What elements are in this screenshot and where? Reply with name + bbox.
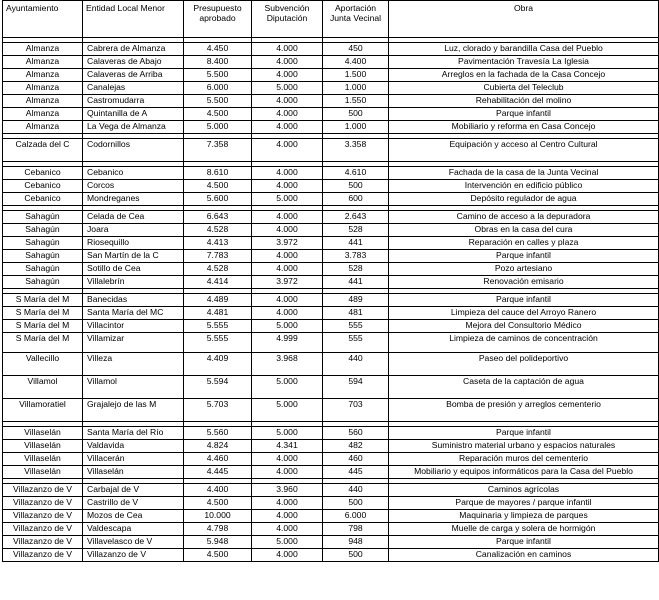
cell-entidad: Codornillos xyxy=(83,139,184,162)
cell-subvencion: 3.960 xyxy=(252,484,323,497)
cell-entidad: Grajalejo de las M xyxy=(83,399,184,422)
table-row xyxy=(3,108,659,121)
cell-subvencion: 4.000 xyxy=(252,69,323,82)
cell-subvencion: 4.000 xyxy=(252,121,323,134)
cell-obra: Caminos agrícolas xyxy=(389,484,659,497)
table-row xyxy=(3,180,659,193)
header-subvencion-line1: Subvención xyxy=(264,3,310,13)
cell-aportacion: 1.500 xyxy=(323,69,389,82)
cell-ayuntamiento: S María del M xyxy=(3,320,83,333)
cell-subvencion: 4.341 xyxy=(252,440,323,453)
cell-obra: Depósito regulador de agua xyxy=(389,193,659,206)
table-row xyxy=(3,399,659,422)
cell-ayuntamiento: Almanza xyxy=(3,108,83,121)
cell-presupuesto: 10.000 xyxy=(184,510,252,523)
cell-subvencion: 3.972 xyxy=(252,237,323,250)
cell-subvencion: 5.000 xyxy=(252,399,323,422)
cell-aportacion: 1.000 xyxy=(323,82,389,95)
cell-aportacion: 3.358 xyxy=(323,139,389,162)
cell-presupuesto: 4.414 xyxy=(184,276,252,289)
table-row xyxy=(3,510,659,523)
cell-obra: Equipación y acceso al Centro Cultural xyxy=(389,139,659,162)
cell-presupuesto: 5.000 xyxy=(184,121,252,134)
cell-presupuesto: 6.000 xyxy=(184,82,252,95)
cell-aportacion: 489 xyxy=(323,294,389,307)
cell-entidad: Villamizar xyxy=(83,333,184,353)
cell-presupuesto: 4.413 xyxy=(184,237,252,250)
cell-obra: Parque infantil xyxy=(389,250,659,263)
table-row xyxy=(3,95,659,108)
cell-aportacion: 441 xyxy=(323,237,389,250)
cell-aportacion: 460 xyxy=(323,453,389,466)
cell-obra: Parque infantil xyxy=(389,536,659,549)
cell-obra: Obras en la casa del cura xyxy=(389,224,659,237)
cell-obra: Parque de mayores / parque infantil xyxy=(389,497,659,510)
cell-obra: Parque infantil xyxy=(389,294,659,307)
table-row xyxy=(3,167,659,180)
cell-obra: Fachada de la casa de la Junta Vecinal xyxy=(389,167,659,180)
cell-subvencion: 4.000 xyxy=(252,294,323,307)
cell-aportacion: 1.000 xyxy=(323,121,389,134)
cell-aportacion: 500 xyxy=(323,108,389,121)
cell-obra: Muelle de carga y solera de hormigón xyxy=(389,523,659,536)
table-row xyxy=(3,466,659,479)
cell-subvencion: 4.000 xyxy=(252,139,323,162)
cell-entidad: Mondreganes xyxy=(83,193,184,206)
table-row xyxy=(3,353,659,376)
cell-aportacion: 4.400 xyxy=(323,56,389,69)
cell-ayuntamiento: Calzada del C xyxy=(3,139,83,162)
cell-aportacion: 594 xyxy=(323,376,389,399)
cell-entidad: Castrillo de V xyxy=(83,497,184,510)
cell-aportacion: 528 xyxy=(323,263,389,276)
cell-obra: Intervención en edificio público xyxy=(389,180,659,193)
table-row xyxy=(3,484,659,497)
table-row xyxy=(3,263,659,276)
cell-entidad: Celada de Cea xyxy=(83,211,184,224)
cell-aportacion: 440 xyxy=(323,484,389,497)
cell-entidad: Villacerán xyxy=(83,453,184,466)
cell-presupuesto: 4.500 xyxy=(184,497,252,510)
table-row xyxy=(3,294,659,307)
header-aportacion-line2: Junta Vecinal xyxy=(329,13,382,23)
cell-obra: Maquinaria y limpieza de parques xyxy=(389,510,659,523)
cell-entidad: Banecidas xyxy=(83,294,184,307)
cell-ayuntamiento: Almanza xyxy=(3,121,83,134)
table-row xyxy=(3,224,659,237)
cell-ayuntamiento: Villaselán xyxy=(3,440,83,453)
header-ayuntamiento: Ayuntamiento xyxy=(3,1,83,38)
cell-ayuntamiento: Vallecillo xyxy=(3,353,83,376)
cell-entidad: Quintanilla de A xyxy=(83,108,184,121)
cell-ayuntamiento: Almanza xyxy=(3,43,83,56)
cell-presupuesto: 4.528 xyxy=(184,263,252,276)
table-body xyxy=(3,38,659,562)
header-aportacion xyxy=(323,1,389,38)
cell-obra: Parque infantil xyxy=(389,427,659,440)
cell-presupuesto: 4.450 xyxy=(184,43,252,56)
cell-subvencion: 4.000 xyxy=(252,56,323,69)
cell-presupuesto: 4.798 xyxy=(184,523,252,536)
cell-subvencion: 5.000 xyxy=(252,376,323,399)
table-row xyxy=(3,250,659,263)
table-row xyxy=(3,43,659,56)
cell-obra: Rehabilitación del molino xyxy=(389,95,659,108)
cell-presupuesto: 4.445 xyxy=(184,466,252,479)
cell-ayuntamiento: Villaselán xyxy=(3,427,83,440)
cell-ayuntamiento: Villaselán xyxy=(3,453,83,466)
header-entidad: Entidad Local Menor xyxy=(83,1,184,38)
cell-presupuesto: 5.594 xyxy=(184,376,252,399)
cell-subvencion: 4.000 xyxy=(252,466,323,479)
cell-aportacion: 481 xyxy=(323,307,389,320)
cell-ayuntamiento: Villamol xyxy=(3,376,83,399)
cell-presupuesto: 7.783 xyxy=(184,250,252,263)
cell-aportacion: 555 xyxy=(323,333,389,353)
cell-subvencion: 4.000 xyxy=(252,95,323,108)
cell-presupuesto: 7.358 xyxy=(184,139,252,162)
cell-ayuntamiento: Villazanzo de V xyxy=(3,523,83,536)
cell-subvencion: 5.000 xyxy=(252,320,323,333)
cell-obra: Reparación muros del cementerio xyxy=(389,453,659,466)
cell-obra: Limpieza de caminos de concentración xyxy=(389,333,659,353)
cell-aportacion: 1.550 xyxy=(323,95,389,108)
cell-aportacion: 482 xyxy=(323,440,389,453)
cell-aportacion: 441 xyxy=(323,276,389,289)
cell-obra: Arreglos en la fachada de la Casa Concejo xyxy=(389,69,659,82)
cell-obra: Paseo del polideportivo xyxy=(389,353,659,376)
cell-subvencion: 3.972 xyxy=(252,276,323,289)
cell-subvencion: 4.000 xyxy=(252,307,323,320)
table-row xyxy=(3,333,659,353)
cell-subvencion: 3.968 xyxy=(252,353,323,376)
cell-aportacion: 555 xyxy=(323,320,389,333)
cell-obra: Mobiliario y equipos informáticos para la Casa del Pueblo xyxy=(389,466,659,479)
cell-entidad: Villavelasco de V xyxy=(83,536,184,549)
cell-entidad: Sotillo de Cea xyxy=(83,263,184,276)
cell-aportacion: 600 xyxy=(323,193,389,206)
cell-ayuntamiento: Cebanico xyxy=(3,180,83,193)
cell-obra: Caseta de la captación de agua xyxy=(389,376,659,399)
cell-subvencion: 4.000 xyxy=(252,510,323,523)
cell-entidad: Carbajal de V xyxy=(83,484,184,497)
table-row xyxy=(3,523,659,536)
cell-obra: Pavimentación Travesía La Iglesia xyxy=(389,56,659,69)
cell-aportacion: 500 xyxy=(323,549,389,562)
table-row xyxy=(3,82,659,95)
cell-entidad: Calaveras de Abajo xyxy=(83,56,184,69)
cell-presupuesto: 5.560 xyxy=(184,427,252,440)
cell-presupuesto: 4.500 xyxy=(184,549,252,562)
table-row xyxy=(3,139,659,162)
cell-ayuntamiento: Cebanico xyxy=(3,193,83,206)
cell-subvencion: 4.000 xyxy=(252,108,323,121)
cell-ayuntamiento: Cebanico xyxy=(3,167,83,180)
cell-aportacion: 4.610 xyxy=(323,167,389,180)
cell-presupuesto: 8.400 xyxy=(184,56,252,69)
cell-obra: Renovación emisario xyxy=(389,276,659,289)
cell-subvencion: 4.000 xyxy=(252,523,323,536)
table-row xyxy=(3,376,659,399)
cell-presupuesto: 4.500 xyxy=(184,108,252,121)
table-row xyxy=(3,56,659,69)
cell-subvencion: 4.000 xyxy=(252,263,323,276)
cell-entidad: Villeza xyxy=(83,353,184,376)
cell-subvencion: 4.000 xyxy=(252,167,323,180)
cell-ayuntamiento: Villaselán xyxy=(3,466,83,479)
table-row xyxy=(3,427,659,440)
cell-subvencion: 4.000 xyxy=(252,549,323,562)
cell-ayuntamiento: S María del M xyxy=(3,333,83,353)
header-row xyxy=(3,1,659,38)
header-subvencion xyxy=(252,1,323,38)
table-row xyxy=(3,536,659,549)
cell-subvencion: 4.999 xyxy=(252,333,323,353)
cell-subvencion: 4.000 xyxy=(252,453,323,466)
cell-entidad: Valdescapa xyxy=(83,523,184,536)
table-row xyxy=(3,121,659,134)
cell-subvencion: 5.000 xyxy=(252,193,323,206)
cell-aportacion: 440 xyxy=(323,353,389,376)
cell-obra: Cubierta del Teleclub xyxy=(389,82,659,95)
cell-aportacion: 798 xyxy=(323,523,389,536)
cell-subvencion: 5.000 xyxy=(252,82,323,95)
cell-subvencion: 4.000 xyxy=(252,180,323,193)
cell-aportacion: 6.000 xyxy=(323,510,389,523)
table-row xyxy=(3,440,659,453)
cell-ayuntamiento: Villazanzo de V xyxy=(3,497,83,510)
cell-entidad: Joara xyxy=(83,224,184,237)
cell-aportacion: 500 xyxy=(323,180,389,193)
cell-aportacion: 3.783 xyxy=(323,250,389,263)
cell-presupuesto: 8.610 xyxy=(184,167,252,180)
cell-presupuesto: 4.489 xyxy=(184,294,252,307)
cell-ayuntamiento: Villazanzo de V xyxy=(3,510,83,523)
cell-ayuntamiento: Almanza xyxy=(3,69,83,82)
cell-presupuesto: 5.555 xyxy=(184,320,252,333)
cell-aportacion: 528 xyxy=(323,224,389,237)
cell-entidad: San Martín de la C xyxy=(83,250,184,263)
table-row xyxy=(3,307,659,320)
cell-presupuesto: 5.703 xyxy=(184,399,252,422)
cell-entidad: Villacintor xyxy=(83,320,184,333)
cell-ayuntamiento: Almanza xyxy=(3,82,83,95)
cell-obra: Pozo artesiano xyxy=(389,263,659,276)
cell-presupuesto: 4.460 xyxy=(184,453,252,466)
cell-ayuntamiento: S María del M xyxy=(3,294,83,307)
cell-aportacion: 560 xyxy=(323,427,389,440)
header-presupuesto-line1: Presupuesto xyxy=(193,3,242,13)
cell-subvencion: 4.000 xyxy=(252,224,323,237)
cell-presupuesto: 5.600 xyxy=(184,193,252,206)
cell-aportacion: 450 xyxy=(323,43,389,56)
cell-obra: Suministro material urbano y espacios naturales xyxy=(389,440,659,453)
cell-entidad: Santa María del MC xyxy=(83,307,184,320)
cell-ayuntamiento: Sahagún xyxy=(3,263,83,276)
cell-presupuesto: 5.555 xyxy=(184,333,252,353)
cell-presupuesto: 6.643 xyxy=(184,211,252,224)
cell-ayuntamiento: Villamoratiel xyxy=(3,399,83,422)
cell-entidad: La Vega de Almanza xyxy=(83,121,184,134)
table-row xyxy=(3,320,659,333)
table-row xyxy=(3,276,659,289)
cell-entidad: Mozos de Cea xyxy=(83,510,184,523)
cell-subvencion: 4.000 xyxy=(252,250,323,263)
cell-obra: Canalización en caminos xyxy=(389,549,659,562)
cell-entidad: Villazanzo de V xyxy=(83,549,184,562)
cell-entidad: Villamol xyxy=(83,376,184,399)
cell-ayuntamiento: S María del M xyxy=(3,307,83,320)
cell-entidad: Valdavida xyxy=(83,440,184,453)
cell-presupuesto: 4.500 xyxy=(184,180,252,193)
cell-obra: Reparación en calles y plaza xyxy=(389,237,659,250)
cell-obra: Luz, clorado y barandilla Casa del Pueblo xyxy=(389,43,659,56)
header-subvencion-line2: Diputación xyxy=(266,13,308,23)
cell-subvencion: 4.000 xyxy=(252,497,323,510)
cell-ayuntamiento: Villazanzo de V xyxy=(3,549,83,562)
subvenciones-table xyxy=(2,0,659,562)
table-row xyxy=(3,453,659,466)
cell-entidad: Villaselán xyxy=(83,466,184,479)
cell-presupuesto: 5.500 xyxy=(184,69,252,82)
cell-entidad: Corcos xyxy=(83,180,184,193)
header-aportacion-line1: Aportación xyxy=(334,3,377,13)
cell-presupuesto: 4.528 xyxy=(184,224,252,237)
table-row xyxy=(3,193,659,206)
table-row xyxy=(3,237,659,250)
cell-presupuesto: 5.500 xyxy=(184,95,252,108)
header-presupuesto-line2: aprobado xyxy=(199,13,236,23)
cell-ayuntamiento: Sahagún xyxy=(3,237,83,250)
cell-subvencion: 5.000 xyxy=(252,427,323,440)
cell-entidad: Castromudarra xyxy=(83,95,184,108)
cell-subvencion: 5.000 xyxy=(252,536,323,549)
cell-aportacion: 445 xyxy=(323,466,389,479)
cell-ayuntamiento: Almanza xyxy=(3,56,83,69)
cell-presupuesto: 5.948 xyxy=(184,536,252,549)
cell-aportacion: 948 xyxy=(323,536,389,549)
cell-aportacion: 500 xyxy=(323,497,389,510)
cell-obra: Bomba de presión y arreglos cementerio xyxy=(389,399,659,422)
cell-aportacion: 703 xyxy=(323,399,389,422)
cell-obra: Camino de acceso a la depuradora xyxy=(389,211,659,224)
cell-obra: Limpieza del cauce del Arroyo Ranero xyxy=(389,307,659,320)
cell-ayuntamiento: Villazanzo de V xyxy=(3,536,83,549)
cell-obra: Mobiliario y reforma en Casa Concejo xyxy=(389,121,659,134)
cell-ayuntamiento: Villazanzo de V xyxy=(3,484,83,497)
cell-entidad: Canalejas xyxy=(83,82,184,95)
header-presupuesto xyxy=(184,1,252,38)
cell-subvencion: 4.000 xyxy=(252,211,323,224)
cell-presupuesto: 4.481 xyxy=(184,307,252,320)
cell-obra: Mejora del Consultorio Médico xyxy=(389,320,659,333)
cell-entidad: Riosequillo xyxy=(83,237,184,250)
cell-entidad: Santa María del Río xyxy=(83,427,184,440)
cell-entidad: Villalebrín xyxy=(83,276,184,289)
cell-presupuesto: 4.409 xyxy=(184,353,252,376)
table-row xyxy=(3,69,659,82)
cell-aportacion: 2.643 xyxy=(323,211,389,224)
cell-presupuesto: 4.824 xyxy=(184,440,252,453)
cell-ayuntamiento: Sahagún xyxy=(3,250,83,263)
cell-ayuntamiento: Sahagún xyxy=(3,276,83,289)
cell-ayuntamiento: Sahagún xyxy=(3,224,83,237)
cell-entidad: Cebanico xyxy=(83,167,184,180)
cell-presupuesto: 4.400 xyxy=(184,484,252,497)
cell-entidad: Cabrera de Almanza xyxy=(83,43,184,56)
cell-entidad: Calaveras de Arriba xyxy=(83,69,184,82)
header-obra: Obra xyxy=(389,1,659,38)
table-row xyxy=(3,211,659,224)
cell-ayuntamiento: Sahagún xyxy=(3,211,83,224)
cell-subvencion: 4.000 xyxy=(252,43,323,56)
table-row xyxy=(3,497,659,510)
cell-obra: Parque infantil xyxy=(389,108,659,121)
table-row xyxy=(3,549,659,562)
cell-ayuntamiento: Almanza xyxy=(3,95,83,108)
